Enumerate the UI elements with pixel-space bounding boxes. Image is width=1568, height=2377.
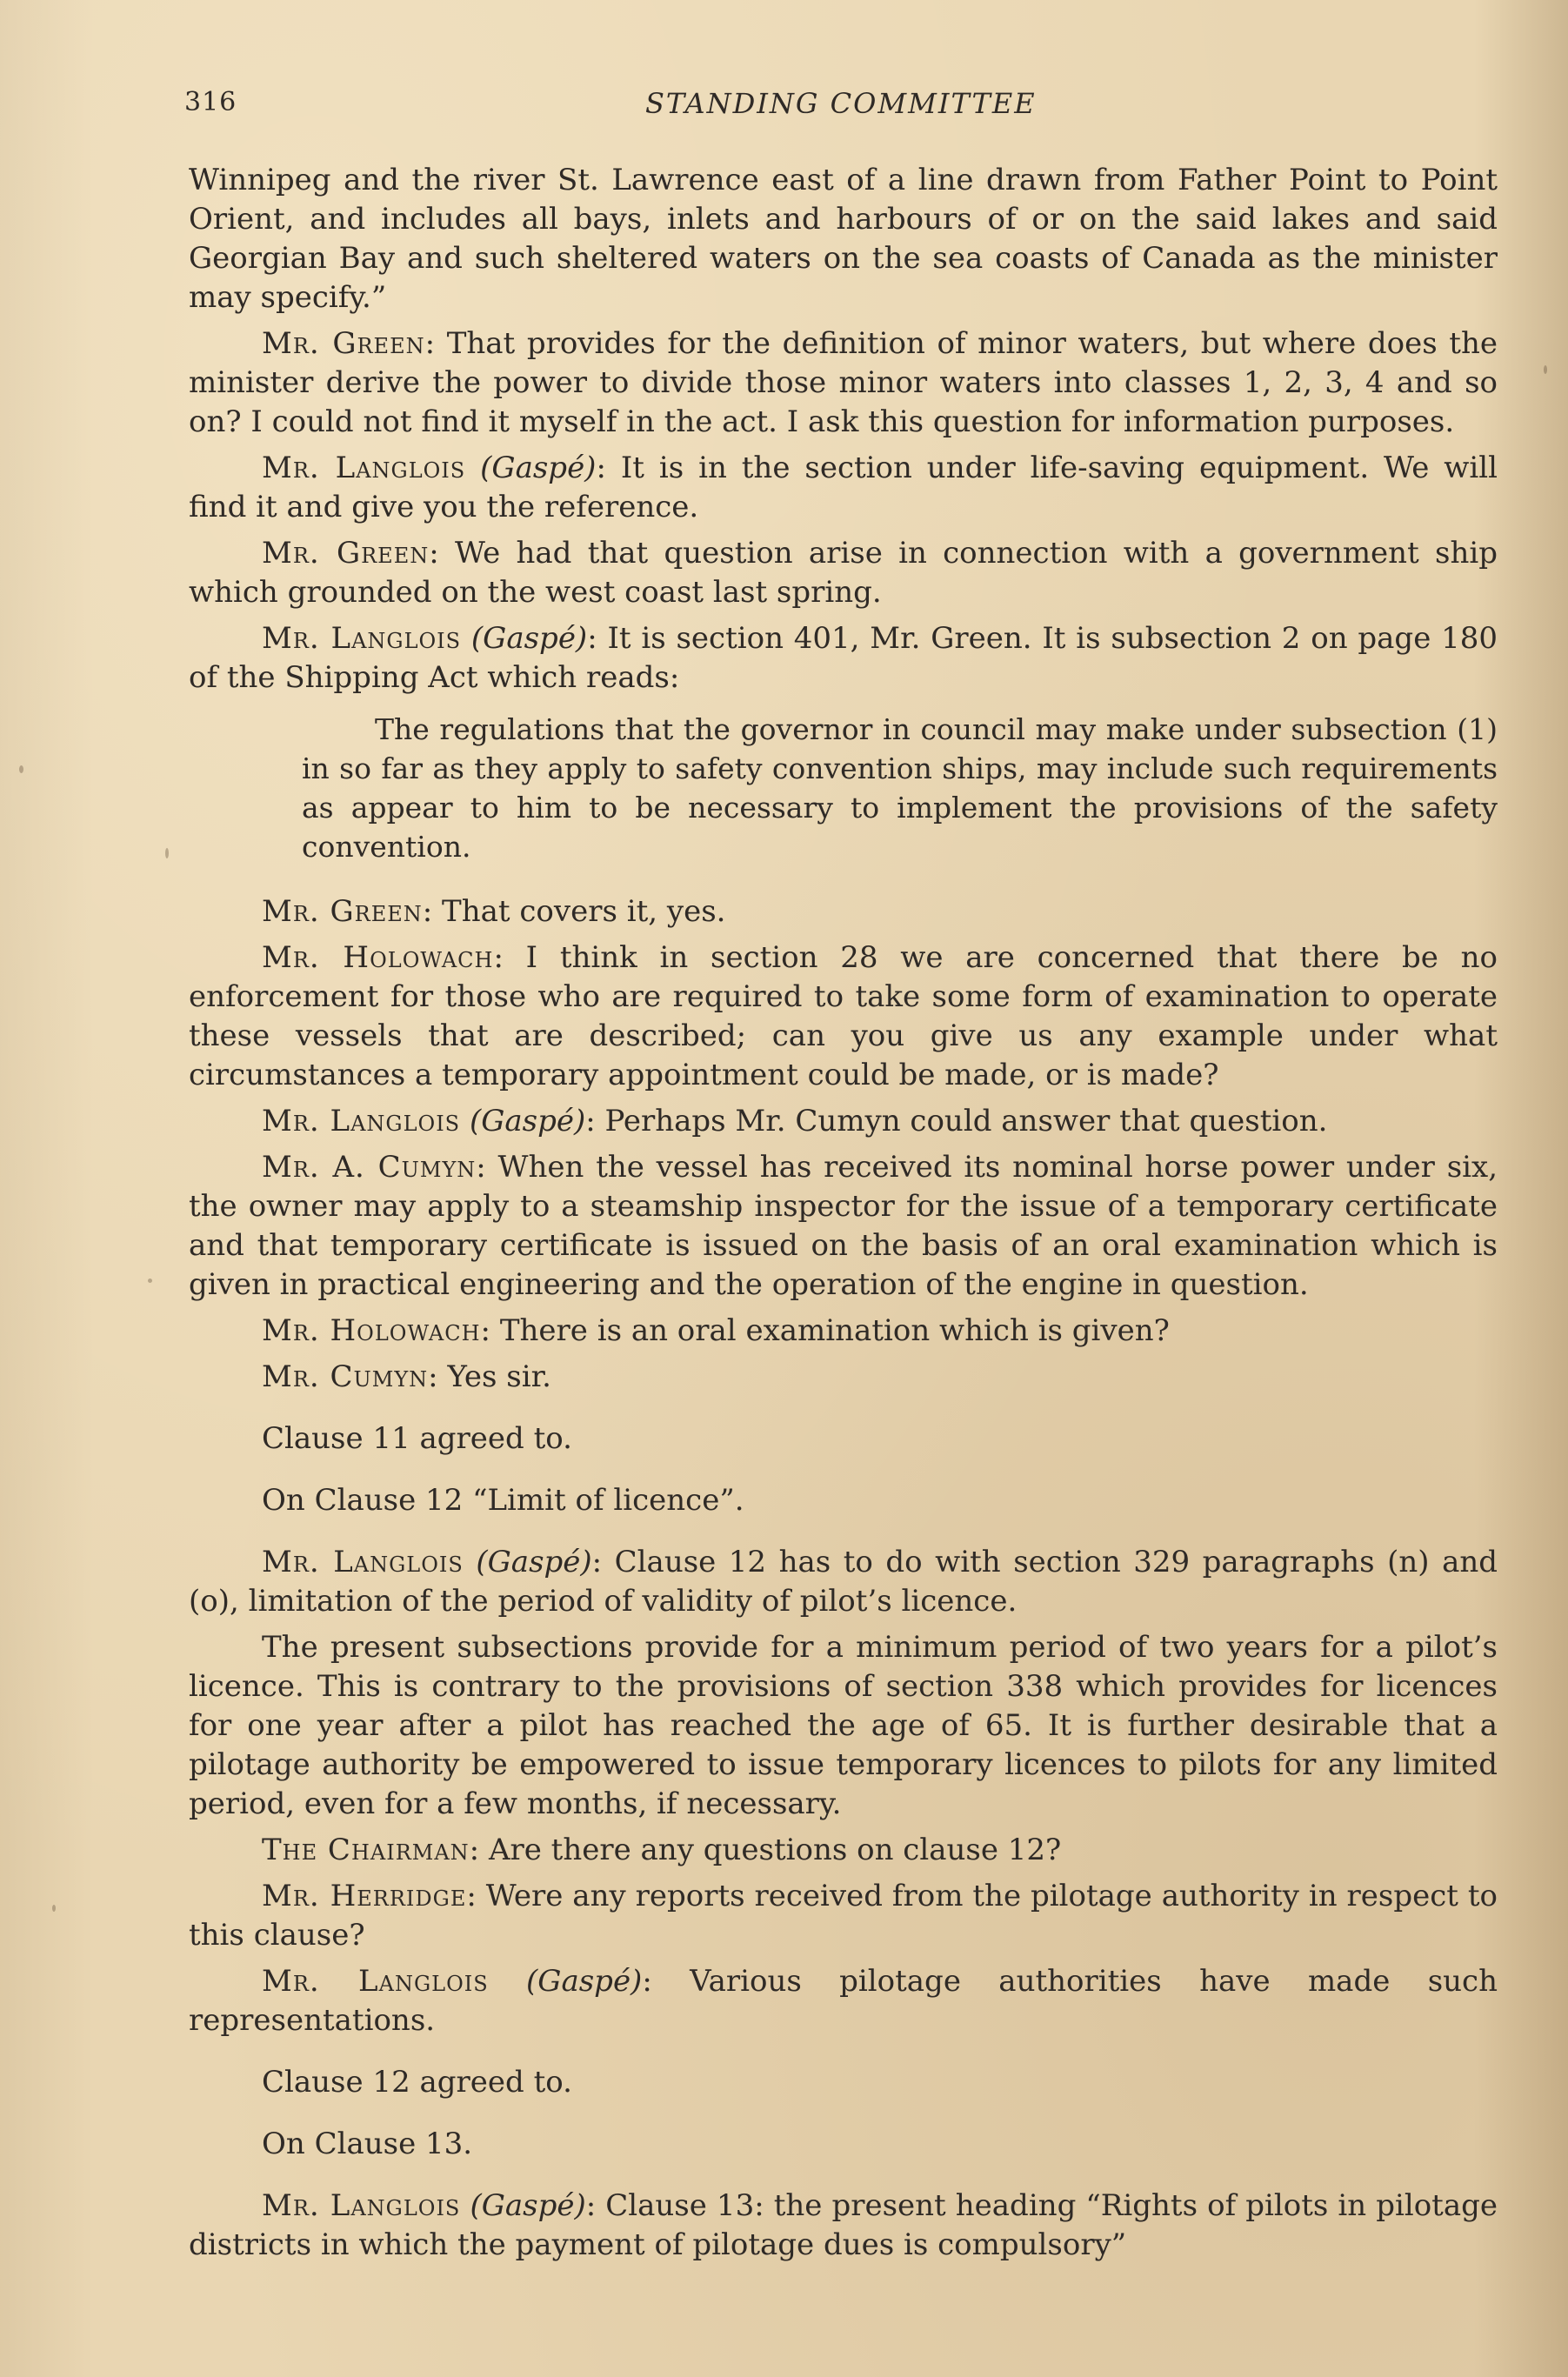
paragraph-text: The present subsections provide for a minimum period of two years for a pilot’s licence. This is contrary to the provisions of section 338 which provides for licences for one year after a pilot has reached the age of 65. It is further desirable that a pilotage authority be empowered to issue temporary licences to pilots for any limited period, even for a few months, if necessary. <box>189 1630 1498 1821</box>
proceeding-text: Clause 12 agreed to. <box>262 2065 572 2100</box>
speaker-riding: (Gaspé) <box>470 2188 586 2223</box>
speech-text: It is section 401, Mr. Green. It is subsection 2 on page 180 of the Shipping Act which reads: <box>189 621 1498 695</box>
speaker-name: Mr. Holowach <box>262 1313 481 1348</box>
speech-paragraph: Mr. Langlois (Gaspé): Clause 12 has to do with section 329 paragraphs (n) and (o), limitation of the period of validity of pilot’s licence. <box>189 1545 1498 1619</box>
speaker-name: Mr. Langlois <box>262 451 466 485</box>
speaker-name: Mr. Herridge <box>262 1879 467 1913</box>
speech-paragraph: Mr. Green: That covers it, yes. <box>262 894 726 929</box>
paper-speck <box>19 765 23 773</box>
paragraph-text: Winnipeg and the river St. Lawrence east of a line drawn from Father Point to Point Orient, and includes all bays, inlets and harbours of or on the said lakes and said Georgian Bay and such sheltered waters on the sea coasts of Canada as the minister may specify.” <box>189 163 1498 315</box>
plain-paragraph <box>189 1628 1498 1824</box>
speaker-name: Mr. Langlois <box>262 1964 489 1999</box>
transcript-body <box>189 161 1498 2272</box>
speech-text: Are there any questions on clause 12? <box>488 1833 1062 1867</box>
proceeding-text: On Clause 12 “Limit of licence”. <box>262 1483 744 1518</box>
paper-speck <box>148 1279 152 1283</box>
speech-paragraph: Mr. Cumyn: Yes sir. <box>262 1359 551 1394</box>
speaker-riding: (Gaspé) <box>470 621 588 656</box>
speech-paragraph: Mr. Herridge: Were any reports received from the pilotage authority in respect to this clause? <box>189 1879 1498 1953</box>
speech-text: That provides for the definition of minor waters, but where does the minister derive the power to divide those minor waters into classes 1, 2, 3, 4 and so on? I could not find it myself in the act. I ask this question for information purposes. <box>189 326 1498 439</box>
speech-paragraph: Mr. Green: We had that question arise in connection with a government ship which grounded on the west coast last spring. <box>189 536 1498 610</box>
speaker-name: Mr. A. Cumyn <box>262 1150 477 1185</box>
quote-text: The regulations that the governor in council may make under subsection (1) in so far as they apply to safety convention ships, may include such requirements as appear to him to be necessary to implement the provisions of the safety convention. <box>302 712 1498 864</box>
speaker-name: Mr. Cumyn <box>262 1359 429 1394</box>
speech-text: We had that question arise in connection with a government ship which grounded on the west coast last spring. <box>189 536 1498 610</box>
speaker-name: Mr. Langlois <box>262 1545 464 1579</box>
speech-text: I think in section 28 we are concerned that there be no enforcement for those who are required to take some form of examination to operate these vessels that are described; can you give us any example under what circumstances a temporary appointment could be made, or is made? <box>189 940 1498 1092</box>
speech-text: When the vessel has received its nominal horse power under six, the owner may apply to a steamship inspector for the issue of a temporary certificate and that temporary certificate is issued on the basis of an oral examination which is given in practical engineering and the operation of the engine in question. <box>189 1150 1498 1302</box>
paragraph-continuation <box>189 161 1498 317</box>
speech-text: It is in the section under life-saving equipment. We will find it and give you the reference. <box>189 451 1498 524</box>
speaker-name: Mr. Green <box>262 326 425 361</box>
proceeding-note <box>189 1419 1498 1459</box>
speech-paragraph: Mr. Langlois (Gaspé): It is section 401, Mr. Green. It is subsection 2 on page 180 of the Shipping Act which reads: <box>189 621 1498 695</box>
speech-text: There is an oral examination which is given? <box>499 1313 1170 1348</box>
proceeding-note <box>189 2063 1498 2102</box>
speech-text: Yes sir. <box>447 1359 551 1394</box>
speech-paragraph: Mr. Langlois (Gaspé): Various pilotage authorities have made such representations. <box>189 1964 1498 2038</box>
speech-paragraph: The Chairman: Are there any questions on clause 12? <box>262 1833 1062 1867</box>
speaker-riding: (Gaspé) <box>526 1964 643 1999</box>
speech-paragraph: Mr. Langlois (Gaspé): Clause 13: the present heading “Rights of pilots in pilotage districts in which the payment of pilotage dues is compulsory” <box>189 2188 1498 2262</box>
speech-paragraph: Mr. Langlois (Gaspé): It is in the section under life-saving equipment. We will find it and give you the reference. <box>189 451 1498 524</box>
speech-text: That covers it, yes. <box>442 894 726 929</box>
running-head: STANDING COMMITTEE <box>645 87 1037 120</box>
proceeding-text: On Clause 13. <box>262 2127 473 2161</box>
speaker-name: The Chairman <box>262 1833 470 1867</box>
speech-paragraph: Mr. Green: That provides for the definition of minor waters, but where does the minister derive the power to divide those minor waters into classes 1, 2, 3, 4 and so on? I could not find it myself in the act. I ask this question for information purposes. <box>189 326 1498 439</box>
speaker-name: Mr. Green <box>262 894 423 929</box>
speaker-name: Mr. Langlois <box>262 2188 461 2223</box>
speech-paragraph: Mr. Holowach: I think in section 28 we are concerned that there be no enforcement for those who are required to take some form of examination to operate these vessels that are described; can you give us any example under what circumstances a temporary appointment could be made, or is made? <box>189 940 1498 1092</box>
proceeding-note <box>189 1481 1498 1520</box>
speech-paragraph: Mr. Langlois (Gaspé): Perhaps Mr. Cumyn could answer that question. <box>262 1104 1328 1138</box>
page-header <box>184 87 1498 130</box>
proceeding-note <box>189 2125 1498 2164</box>
speech-text: Various pilotage authorities have made such representations. <box>189 1964 1498 2038</box>
speaker-name: Mr. Holowach <box>262 940 494 975</box>
speaker-riding: (Gaspé) <box>480 451 597 485</box>
speech-text: Clause 12 has to do with section 329 paragraphs (n) and (o), limitation of the period of validity of pilot’s licence. <box>189 1545 1498 1619</box>
paper-speck <box>165 848 169 858</box>
block-quote <box>189 710 1498 866</box>
speaker-riding: (Gaspé) <box>469 1104 586 1138</box>
speech-text: Clause 13: the present heading “Rights of pilots in pilotage districts in which the payment of pilotage dues is compulsory” <box>189 2188 1498 2262</box>
speaker-riding: (Gaspé) <box>476 1545 592 1579</box>
speech-text: Were any reports received from the pilotage authority in respect to this clause? <box>189 1879 1498 1953</box>
speaker-name: Mr. Langlois <box>262 621 462 656</box>
speech-paragraph: Mr. Holowach: There is an oral examination which is given? <box>262 1313 1170 1348</box>
paper-speck <box>1544 365 1547 374</box>
paper-speck <box>52 1905 56 1912</box>
page-number: 316 <box>184 87 237 117</box>
speaker-name: Mr. Langlois <box>262 1104 461 1138</box>
speech-text: Perhaps Mr. Cumyn could answer that question. <box>604 1104 1328 1138</box>
proceeding-text: Clause 11 agreed to. <box>262 1421 572 1456</box>
speaker-name: Mr. Green <box>262 536 430 571</box>
speech-paragraph: Mr. A. Cumyn: When the vessel has received its nominal horse power under six, the owner may apply to a steamship inspector for the issue of a temporary certificate and that temporary certificate is issued on the basis of an oral examination which is given in practical engineering and the operation of the engine in question. <box>189 1150 1498 1302</box>
